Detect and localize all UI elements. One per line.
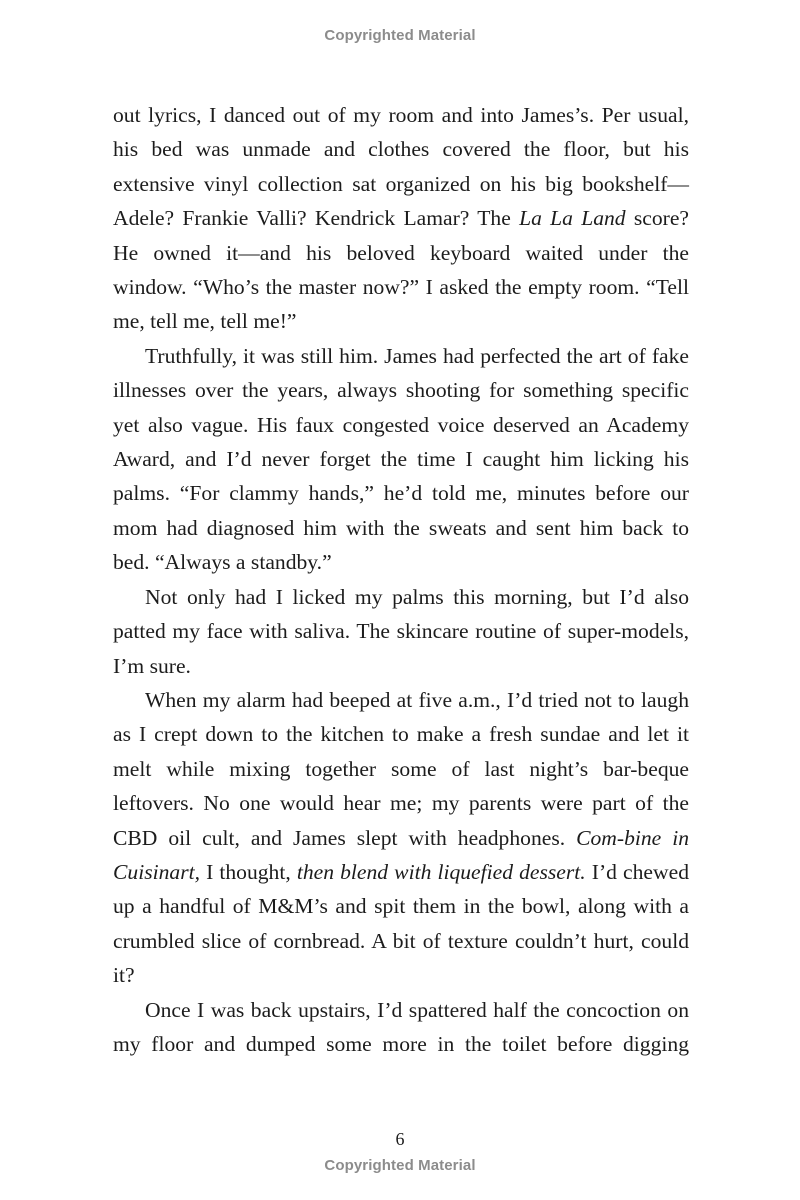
- paragraph-4-text-c: I’d chewed up a handful of M&M’s and spit them in the bowl, along with a crumbled slice of cornbread. A bit of texture couldn’t hurt, could it?: [113, 859, 689, 988]
- paragraph-1-text-b: score? He owned it—and his beloved keyboard waited under the window. “Who’s the master now?” I asked the empty room. “Tell me, tell me, tell me!”: [113, 206, 690, 334]
- paragraph-1-text-a: out lyrics, I danced out of my room and into James’s. Per usual, his bed was unmade and clothes covered the floor, but his extensive vinyl collection sat organized on his big bookshelf—Adele? Frankie Valli? Kendrick Lamar? The: [113, 103, 689, 231]
- paragraph-4-text-b: I thought,: [200, 859, 297, 884]
- paragraph-4: [113, 683, 689, 993]
- copyright-watermark-top: Copyrighted Material: [324, 27, 476, 44]
- paragraph-5: Once I was back upstairs, I’d spattered half the concoction on my floor and dumped some more in the toilet before digging: [113, 997, 689, 1056]
- paragraph-3: Not only had I licked my palms this morning, but I’d also patted my face with saliva. The skincare routine of super-models, I’m sure.: [113, 584, 689, 678]
- page-number: 6: [395, 1129, 405, 1149]
- paragraph-2: Truthfully, it was still him. James had perfected the art of fake illnesses over the years, always shooting for something specific yet also vague. His faux congested voice deserved an Academy Award, and I’d never forget the time I caught him licking his palms. “For clammy hands,” he’d told me, minutes before our mom had diagnosed him with the sweats and sent him back to bed. “Always a standby.”: [113, 343, 689, 575]
- paragraph-4-italic-a: Com-bine in Cuisinart,: [113, 825, 690, 884]
- paragraph-4-text-a: When my alarm had beeped at five a.m., I’d tried not to laugh as I crept down to the kitchen to make a fresh sundae and let it melt while mixing together some of last night’s bar-beque leftovers. No one would hear me; my parents were part of the CBD oil cult, and James slept with headphones.: [113, 687, 689, 850]
- copyright-watermark-bottom: Copyrighted Material: [324, 1157, 476, 1174]
- paragraph-1-italic-title: La La Land: [519, 206, 626, 231]
- paragraph-1: [113, 98, 689, 339]
- body-text: [113, 98, 689, 1061]
- paragraph-4-italic-b: then blend with liquefied dessert.: [296, 859, 586, 884]
